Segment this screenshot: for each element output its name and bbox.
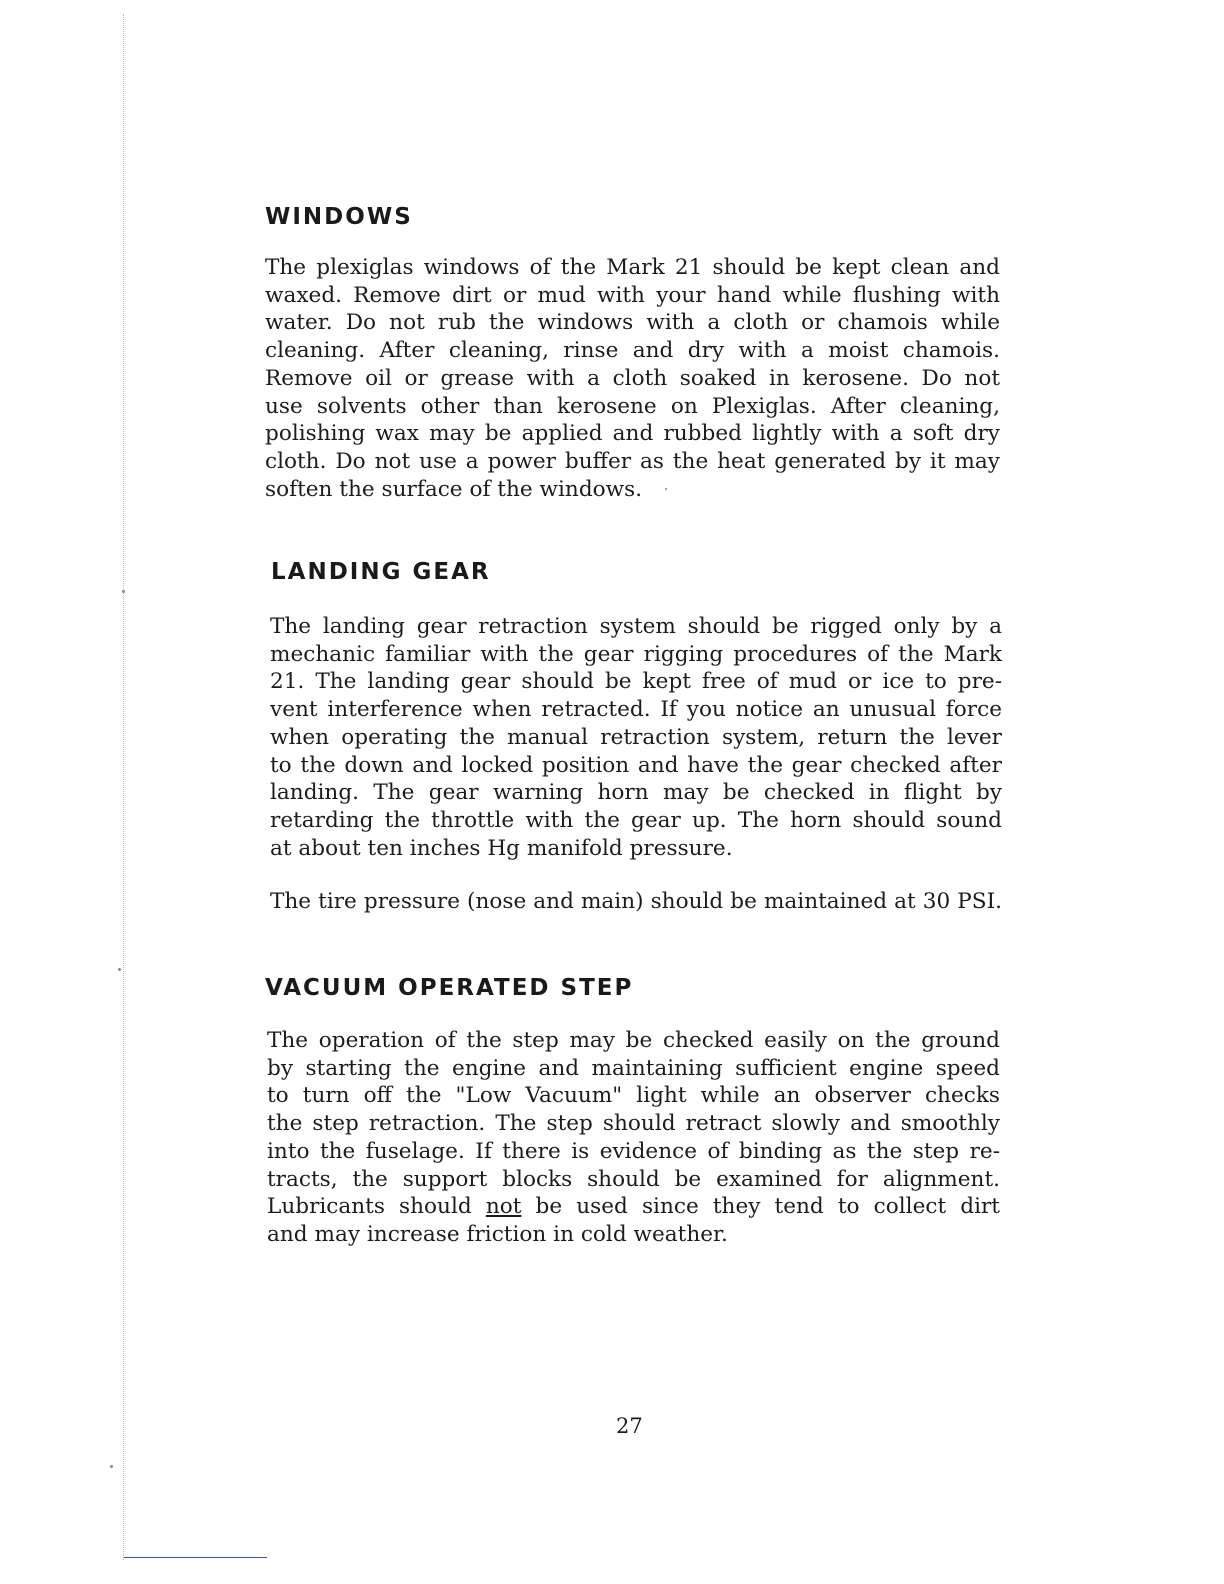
text-line: The operation of the step may be checked easily on the ground: [267, 1028, 1000, 1053]
text-line: waxed. Remove dirt or mud with your hand while flushing with: [265, 282, 1000, 308]
bottom-scan-rule: [124, 1557, 267, 1558]
text-line: cloth. Do not use a power buffer as the heat generated by it may: [265, 448, 1000, 474]
text-line: soften the surface of the windows.: [265, 476, 643, 502]
landing-gear-paragraph: [270, 613, 1002, 862]
text-line: the step retraction. The step should retract slowly and smoothly: [267, 1111, 1000, 1137]
text-line-with-emphasis: [267, 1193, 1000, 1221]
text-line: cleaning. After cleaning, rinse and dry with a moist chamois.: [265, 338, 1000, 364]
section-heading-windows: WINDOWS: [265, 204, 413, 230]
vacuum-step-paragraph: [267, 1027, 1000, 1249]
text-line: to the down and locked position and have the gear checked after: [270, 752, 1002, 778]
page-number: 27: [616, 1414, 643, 1438]
text-line: and may increase friction in cold weather.: [267, 1221, 728, 1247]
text-line: The plexiglas windows of the Mark 21 should be kept clean and: [265, 255, 1000, 280]
text-line: water. Do not rub the windows with a cloth or chamois while: [265, 310, 1000, 336]
text-fragment: Lubricants should: [267, 1194, 472, 1220]
text-line: retarding the throttle with the gear up. The horn should sound: [270, 807, 1002, 833]
text-line: tracts, the support blocks should be examined for alignment.: [267, 1166, 1000, 1192]
scan-speck: [122, 590, 125, 593]
text-line: polishing wax may be applied and rubbed lightly with a soft dry: [265, 421, 1000, 447]
scan-speck: [110, 1465, 113, 1468]
text-line: at about ten inches Hg manifold pressure.: [270, 835, 733, 861]
text-line: to turn off the "Low Vacuum" light while an observer checks: [267, 1083, 1000, 1109]
text-line: The tire pressure (nose and main) should be maintained at 30 PSI.: [270, 889, 1002, 914]
text-line: when operating the manual retraction system, return the lever: [270, 724, 1002, 750]
text-line: 21. The landing gear should be kept free of mud or ice to pre-: [270, 669, 1002, 695]
text-line: The landing gear retraction system should be rigged only by a: [270, 614, 1002, 639]
text-line: Remove oil or grease with a cloth soaked in kerosene. Do not: [265, 365, 1000, 391]
scan-speck: [118, 968, 121, 971]
text-line: use solvents other than kerosene on Plexiglas. After cleaning,: [265, 393, 1000, 419]
text-line: landing. The gear warning horn may be checked in flight by: [270, 780, 1002, 806]
text-line: vent interference when retracted. If you notice an unusual force: [270, 697, 1002, 723]
tire-pressure-paragraph: [270, 888, 1002, 916]
windows-paragraph: [265, 254, 1000, 503]
section-heading-landing-gear: LANDING GEAR: [271, 559, 491, 585]
text-fragment: be used since they tend to collect dirt: [535, 1194, 1000, 1220]
section-heading-vacuum-operated-step: VACUUM OPERATED STEP: [265, 975, 634, 1001]
text-line: into the fuselage. If there is evidence of binding as the step re-: [267, 1138, 1000, 1164]
text-line: by starting the engine and maintaining sufficient engine speed: [267, 1055, 1000, 1081]
emphasized-word: not: [485, 1194, 522, 1220]
text-line: mechanic familiar with the gear rigging procedures of the Mark: [270, 641, 1002, 667]
scan-margin-line: [123, 14, 124, 1560]
